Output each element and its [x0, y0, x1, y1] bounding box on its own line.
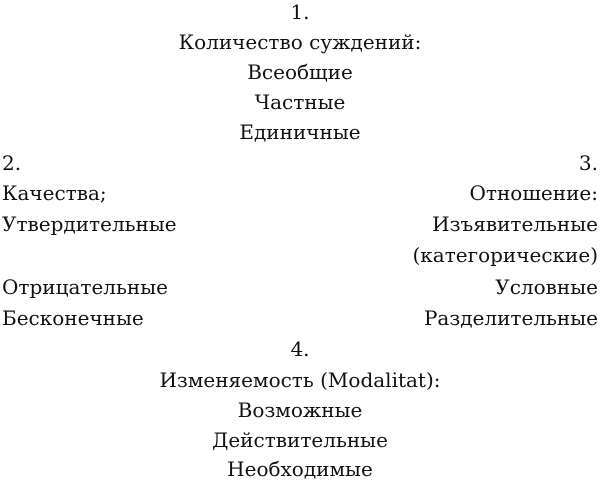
section1-item: Частные — [254, 90, 346, 114]
section3-item: Изъявительные — [432, 212, 598, 236]
section3-number: 3. — [578, 151, 598, 175]
section2-item: Утвердительные — [2, 212, 177, 236]
section4-title: Изменяемость (Modalitat): — [159, 368, 441, 392]
section2-item: Отрицательные — [2, 275, 168, 299]
section2-item: Бесконечные — [2, 306, 144, 330]
section1-title: Количество суждений: — [178, 30, 422, 54]
section4-item: Возможные — [237, 398, 363, 422]
section2-title: Качества; — [2, 181, 107, 205]
section3-item: Условные — [495, 275, 598, 299]
section1-number: 1. — [290, 0, 310, 24]
section3-title: Отношение: — [469, 181, 598, 205]
section3-item: Разделительные — [423, 306, 598, 330]
section4-item: Необходимые — [227, 457, 373, 481]
section4-number: 4. — [290, 337, 310, 361]
section2-number: 2. — [2, 151, 22, 175]
section4-item: Действительные — [212, 428, 388, 452]
section3-item: (категорические) — [412, 243, 598, 267]
section1-item: Единичные — [239, 120, 361, 144]
section1-item: Всеобщие — [247, 60, 353, 84]
